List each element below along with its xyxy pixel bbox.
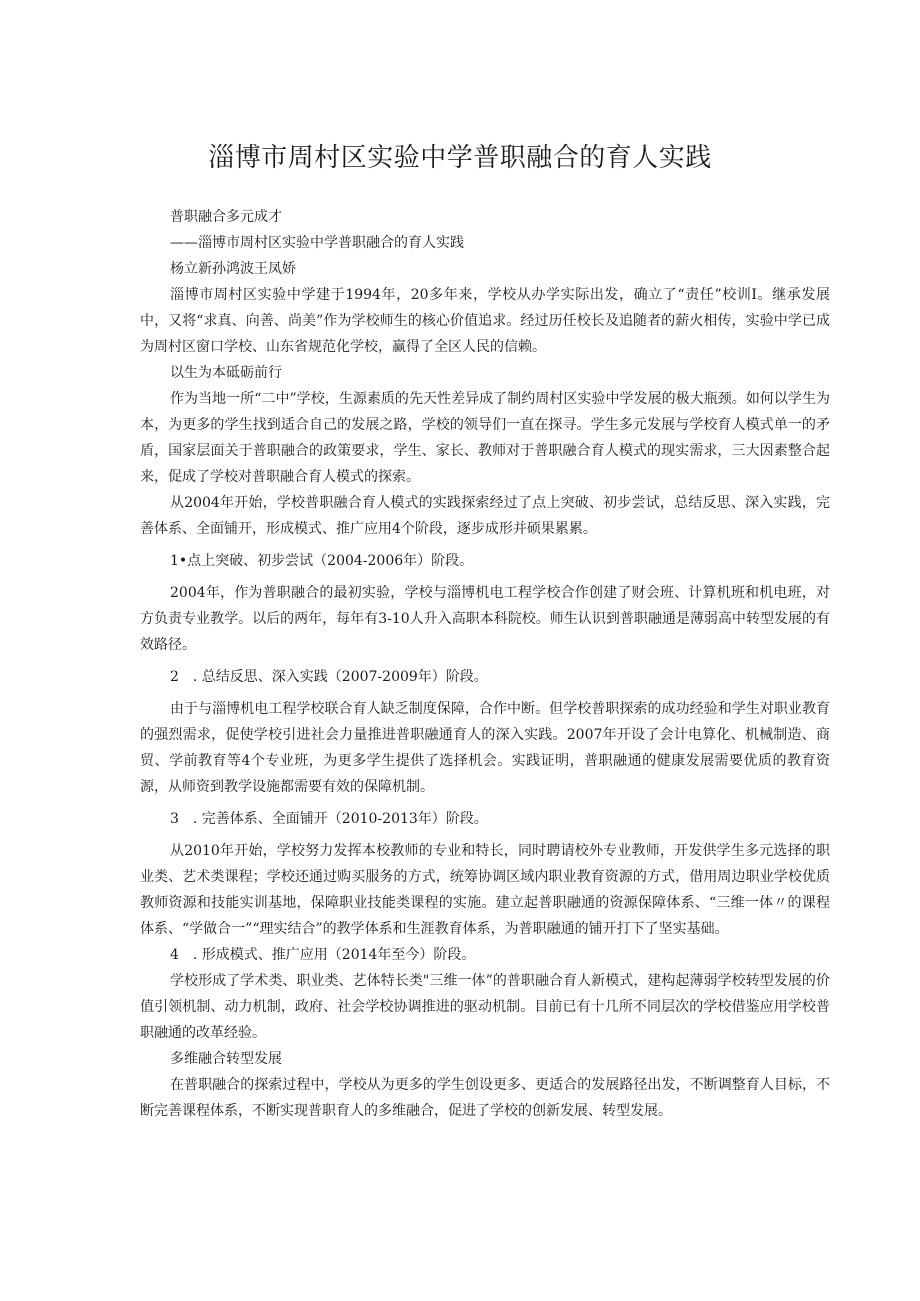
paragraph-transformation: 在普职融合的探索过程中，学校从为更多的学生创设更多、更适合的发展路径出发，不断调整育人目标，不断完善课程体系，不断实现普职育人的多维融合，促进了学校的创新发展、转型发展。: [140, 1077, 830, 1119]
document-title: 淄博市周村区实验中学普职融合的育人实践: [208, 143, 712, 173]
section-heading-1: 以生为本砥砺前行: [170, 365, 282, 381]
subtitle-line-2: ——淄博市周村区实验中学普职融合的育人实践: [170, 235, 464, 251]
stage-heading-1: 1•点上突破、初步尝试（2004-2006年）阶段。: [170, 553, 474, 569]
document-body: [140, 204, 830, 1124]
stage-heading-3: 3 . 完善体系、全面铺开（2010-2013年）阶段。: [170, 811, 488, 827]
paragraph-stage-3: 从2010年开始，学校努力发挥本校教师的专业和特长，同时聘请校外专业教师，开发供学生多元选择的职业类、艺术类课程；学校还通过购买服务的方式，统筹协调区域内职业教育资源的方式，借用周边职业学校优质教师资源和技能实训基地，保障职业技能类课程的实施。建立起普职融通的资源保障体系、“三维一体〃的课程体系、“学做合一”“理实结合”的教学体系和生涯教育体系，为普职融通的铺开打下了坚实基础。: [140, 843, 830, 937]
paragraph-background: 作为当地一所“二中”学校，生源素质的先天性差异成了制约周村区实验中学发展的极大瓶颈。如何以学生为本，为更多的学生找到适合自己的发展之路，学校的领导们一直在探寻。学生多元发展与学校育人模式单一的矛盾，国家层面关于普职融合的政策要求，学生、家长、教师对于普职融合育人模式的现实需求，三大因素整合起来，促成了学校对普职融合育人模式的探索。: [140, 391, 830, 485]
subtitle-line: 普职融合多元成才: [170, 209, 282, 225]
paragraph-stage-4: 学校形成了学术类、职业类、艺体特长类"三维一体”的普职融合育人新模式，建构起薄弱学校转型发展的价值引领机制、动力机制，政府、社会学校协调推进的驱动机制。目前已有十几所不同层次的学校借鉴应用学校普职融通的改革经验。: [140, 973, 830, 1041]
paragraph-stages-overview: 从2004年开始，学校普职融合育人模式的实践探索经过了点上突破、初步尝试，总结反思、深入实践，完善体系、全面铺开，形成模式、推广应用4个阶段，逐步成形并硕果累累。: [140, 495, 830, 537]
authors-line: 杨立新孙鸿波王凤娇: [170, 261, 296, 277]
stage-heading-2: 2 . 总结反思、深入实践（2007-2009年）阶段。: [170, 669, 488, 685]
paragraph-intro: 淄博市周村区实验中学建于1994年，20多年来，学校从办学实际出发，确立了“责任”校训I。继承发展中，又将“求真、向善、尚美”作为学校师生的核心价值追求。经过历任校长及追随者的薪火相传，实验中学已成为周村区窗口学校、山东省规范化学校，赢得了全区人民的信赖。: [140, 287, 830, 355]
stage-heading-4: 4 . 形成模式、推广应用（2014年至今）阶段。: [170, 947, 476, 963]
paragraph-stage-2: 由于与淄博机电工程学校联合育人缺乏制度保障，合作中断。但学校普职探索的成功经验和学生对职业教育的强烈需求，促使学校引进社会力量推进普职融通育人的深入实践。2007年开设了会计电算化、机械制造、商贸、学前教育等4个专业班，为更多学生提供了选择机会。实践证明，普职融通的健康发展需要优质的教育资源，从师资到教学设施都需要有效的保障机制。: [140, 701, 830, 795]
section-heading-2: 多维融合转型发展: [170, 1051, 282, 1067]
paragraph-stage-1: 2004年，作为普职融合的最初实验，学校与淄博机电工程学校合作创建了财会班、计算机班和机电班，对方负责专业教学。以后的两年，每年有3-10人升入高职本科院校。师生认识到普职融通是薄弱高中转型发展的有效路径。: [140, 585, 830, 653]
